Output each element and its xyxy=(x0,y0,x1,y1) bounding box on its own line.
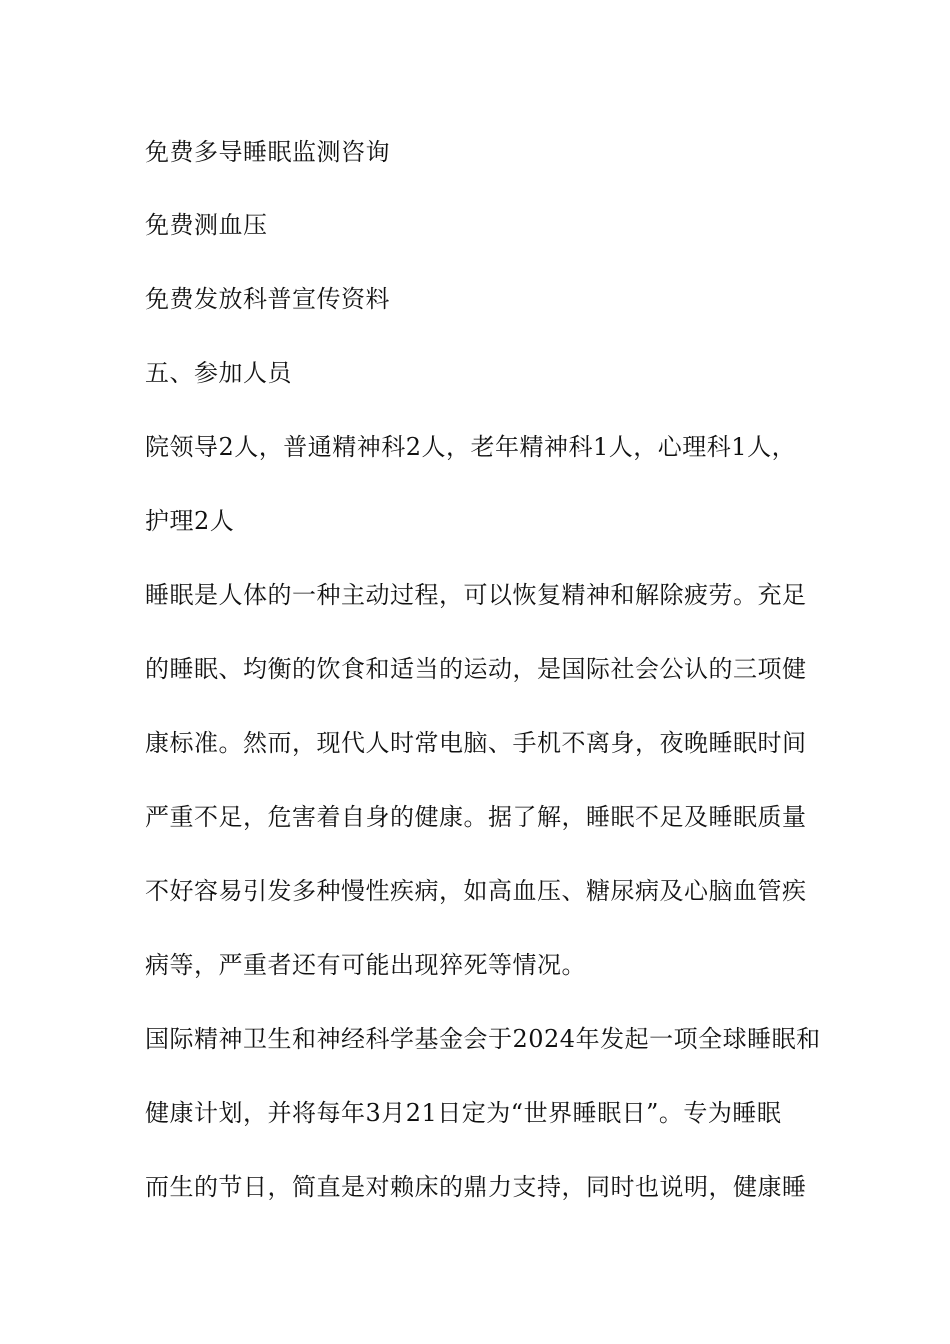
text-line: 免费发放科普宣传资料 xyxy=(145,285,390,313)
text-line: 健康计划，并将每年3月21日定为“世界睡眠日”。专为睡眠 xyxy=(145,1099,782,1127)
text-line: 院领导2人，普通精神科2人，老年精神科1人，心理科1人， xyxy=(145,433,797,461)
text-line: 不好容易引发多种慢性疾病，如高血压、糖尿病及心脑血管疾 xyxy=(145,877,807,905)
text-line: 睡眠是人体的一种主动过程，可以恢复精神和解除疲劳。充足 xyxy=(145,581,807,609)
text-line: 严重不足，危害着自身的健康。据了解，睡眠不足及睡眠质量 xyxy=(145,803,807,831)
text-line: 免费多导睡眠监测咨询 xyxy=(145,138,390,166)
text-line: 国际精神卫生和神经科学基金会于2024年发起一项全球睡眠和 xyxy=(145,1025,821,1053)
text-line: 的睡眠、均衡的饮食和适当的运动，是国际社会公认的三项健 xyxy=(145,655,807,683)
text-line: 而生的节日，简直是对赖床的鼎力支持，同时也说明，健康睡 xyxy=(145,1173,807,1201)
text-line: 免费测血压 xyxy=(145,211,268,239)
section-heading: 五、参加人员 xyxy=(145,359,292,387)
text-line: 病等，严重者还有可能出现猝死等情况。 xyxy=(145,951,586,979)
text-line: 护理2人 xyxy=(145,507,235,535)
text-line: 康标准。然而，现代人时常电脑、手机不离身，夜晚睡眠时间 xyxy=(145,729,807,757)
